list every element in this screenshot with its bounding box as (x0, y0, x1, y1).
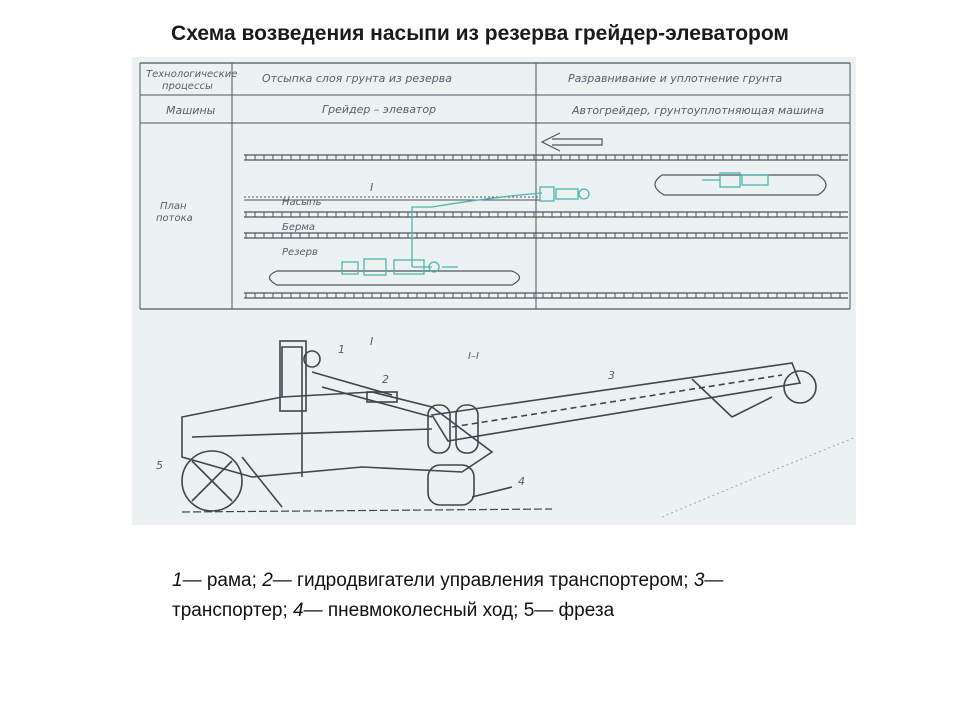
plan-label-line2: потока (156, 213, 193, 224)
embankment-slope (662, 437, 856, 517)
process-table (140, 63, 850, 309)
slide-title: Схема возведения насыпи из резерва грейдер-элеватором (171, 22, 789, 45)
header-processes: Технологические (146, 69, 238, 80)
caption-text-5: — фреза (534, 600, 615, 621)
plan-label: План (160, 201, 187, 212)
figure-caption (172, 566, 812, 626)
tractor-machine-icon (540, 187, 589, 201)
callout-4: 4 (518, 475, 525, 488)
caption-text-4: — пневмоколесный ход; (303, 600, 524, 621)
callout-1: 1 (338, 343, 345, 356)
caption-text-3: — транспортер; (172, 570, 724, 621)
direction-arrow-icon (542, 133, 602, 151)
machine-b-label: Автогрейдер, грунтоуплотняющая машина (572, 104, 825, 117)
section-mark-top: I (370, 181, 374, 194)
machine-a-label: Грейдер – элеватор (322, 103, 437, 116)
plan-lanes (140, 155, 850, 309)
zone-embankment-label: Насыпь (282, 197, 322, 208)
header-processes-line2: процессы (162, 81, 213, 92)
callout-5: 5 (156, 459, 163, 472)
header-machines: Машины (166, 104, 216, 117)
lane-ticks (246, 155, 840, 298)
zone-reserve-label: Резерв (282, 247, 318, 258)
section-view-label: I–I (468, 351, 479, 362)
caption-text-2: — гидродвигатели управления транспортером; (272, 570, 694, 591)
caption-num-3: 3 (693, 570, 705, 591)
process-b-label: Разравнивание и уплотнение грунта (568, 72, 783, 85)
callout-3: 3 (608, 369, 615, 382)
grader-elevator-side-view (182, 341, 816, 512)
caption-num-4: 4 (293, 600, 304, 621)
callout-2: 2 (382, 373, 389, 386)
section-mark-bottom: I (370, 335, 374, 348)
process-a-label: Отсыпка слоя грунта из резерва (262, 72, 452, 85)
caption-num-2: 2 (262, 570, 273, 591)
caption-num-1: 1 (172, 570, 183, 591)
caption-num-5: 5 (523, 600, 535, 621)
caption-text-1: — рама; (182, 570, 263, 591)
zone-berm-label: Берма (282, 222, 316, 233)
technical-drawing (132, 57, 856, 525)
